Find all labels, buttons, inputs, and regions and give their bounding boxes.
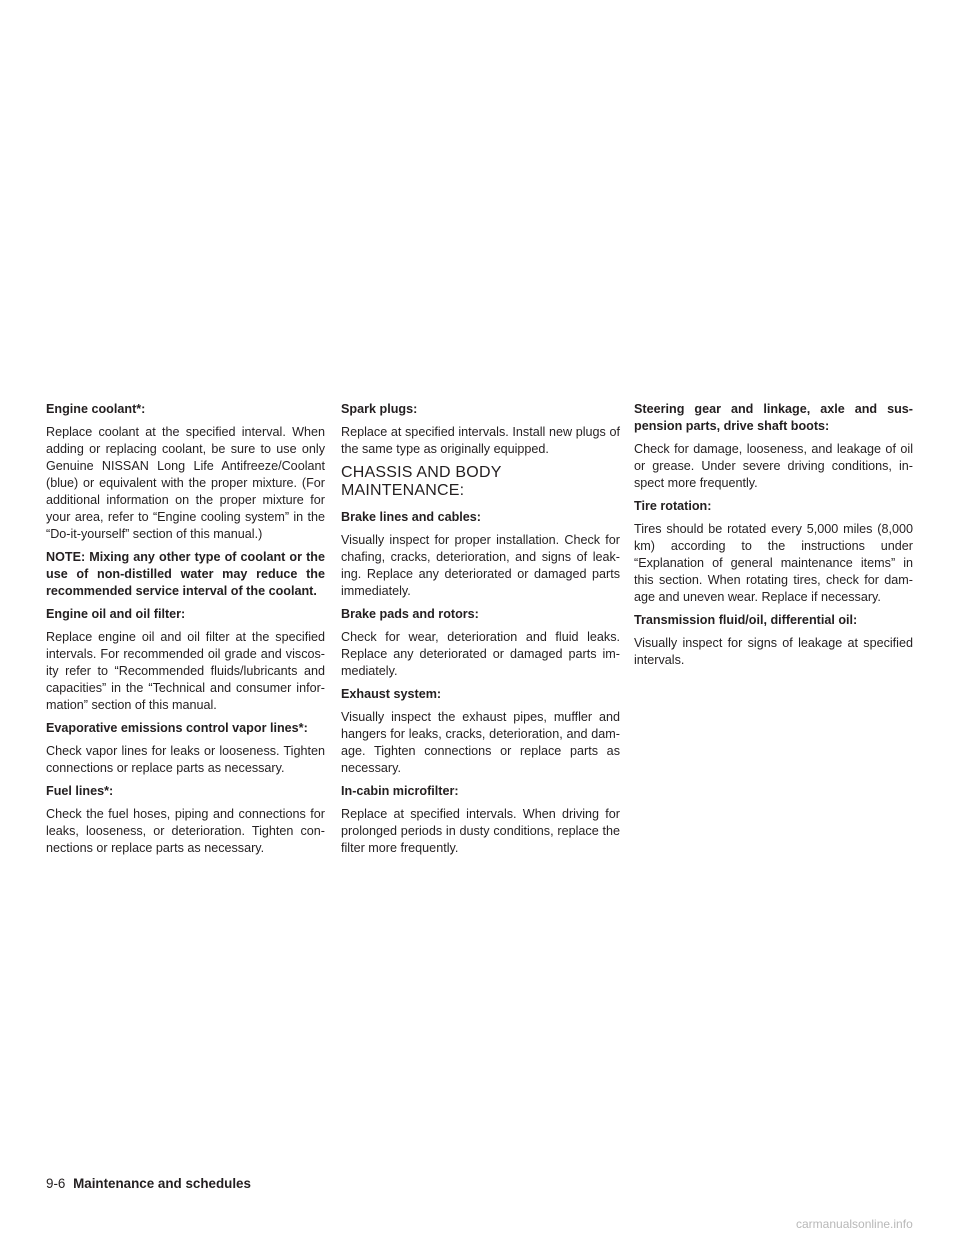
transmission-text: Visually inspect for signs of leakage at specified intervals. [634,636,913,667]
steering-heading: Steering gear and linkage, axle and sus-pension parts, drive shaft boots: [634,402,913,433]
engine-oil-heading: Engine oil and oil filter: [46,607,186,621]
brake-lines-heading: Brake lines and cables: [341,510,481,524]
spark-plugs-text: Replace at specified intervals. Install new plugs of the same type as originally equipped. [341,425,620,456]
chapter-title: Maintenance and schedules [73,1176,251,1191]
watermark: carmanualsonline.info [796,1217,913,1231]
section-title [341,464,620,500]
page-number: 9-6 [46,1176,66,1191]
exhaust-heading: Exhaust system: [341,687,442,701]
engine-oil-text: Replace engine oil and oil filter at the specified intervals. For recommended oil grade and viscos-ity refer to “Recommended fluids/lubricants and capacities” in the “Technical and consumer infor-mation” section of this manual. [46,630,325,712]
evap-text: Check vapor lines for leaks or looseness. Tighten connections or replace parts as necessary. [46,744,325,775]
brake-pads-text: Check for wear, deterioration and fluid leaks. Replace any deteriorated or damaged parts im-mediately. [341,630,620,678]
column-left [46,401,325,863]
column-right [634,401,913,675]
column-middle [341,401,620,863]
section-title-line-1: CHASSIS AND BODY [341,464,502,481]
fuel-lines-text: Check the fuel hoses, piping and connections for leaks, looseness, or deterioration. Tighten con-nections or replace parts as necessary. [46,807,325,855]
engine-coolant-note: NOTE: Mixing any other type of coolant or the use of non-distilled water may reduce the recommended service interval of the coolant. [46,550,325,598]
transmission-heading: Transmission fluid/oil, differential oil: [634,613,858,627]
evap-heading: Evaporative emissions control vapor lines*: [46,721,308,735]
fuel-lines-heading: Fuel lines*: [46,784,114,798]
microfilter-text: Replace at specified intervals. When driving for prolonged periods in dusty conditions, replace the filter more frequently. [341,807,620,855]
page-footer [46,1176,251,1191]
engine-coolant-heading: Engine coolant*: [46,402,146,416]
tire-rotation-text: Tires should be rotated every 5,000 miles (8,000 km) according to the instructions under “Explanation of general maintenance items” in this section. When rotating tires, check for dam-age and uneven wear. Replace if necessary. [634,522,913,604]
steering-text: Check for damage, looseness, and leakage of oil or grease. Under severe driving conditions, in-spect more frequently. [634,442,913,490]
spark-plugs-heading: Spark plugs: [341,402,418,416]
tire-rotation-heading: Tire rotation: [634,499,712,513]
brake-lines-text: Visually inspect for proper installation. Check for chafing, cracks, deterioration, and signs of leak-ing. Replace any deteriorated or damaged parts immediately. [341,533,620,598]
section-title-line-2: MAINTENANCE: [341,482,465,499]
engine-coolant-text: Replace coolant at the specified interval. When adding or replacing coolant, be sure to use only Genuine NISSAN Long Life Antifreeze/Coolant (blue) or equivalent with the proper mixture. (For additional information on the proper mixture for your area, refer to “Engine cooling system” in the “Do-it-yourself” section of this manual.) [46,425,325,541]
exhaust-text: Visually inspect the exhaust pipes, muffler and hangers for leaks, cracks, deterioration, and dam-age. Tighten connections or replace parts as necessary. [341,710,620,775]
brake-pads-heading: Brake pads and rotors: [341,607,479,621]
microfilter-heading: In-cabin microfilter: [341,784,459,798]
